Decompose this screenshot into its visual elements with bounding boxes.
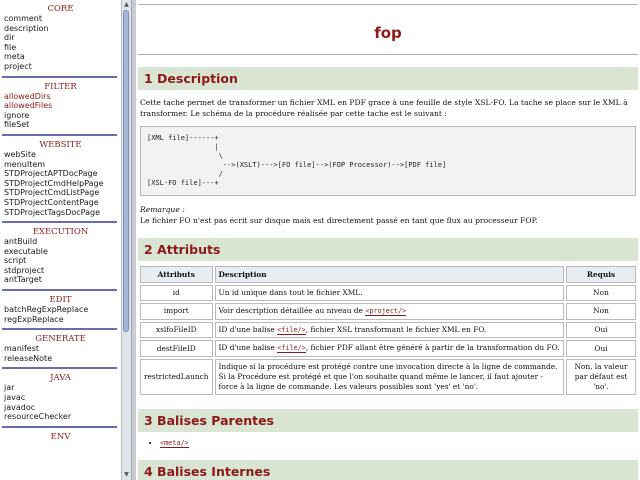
nav-section-separator bbox=[2, 221, 117, 223]
nav-section-separator bbox=[2, 328, 117, 330]
nav-link[interactable]: STDProjectCmdListPage bbox=[4, 188, 100, 198]
description-text: , fichier XSL transformant le fichier XML en FO. bbox=[305, 324, 487, 334]
nav-section-title: JAVA bbox=[50, 373, 71, 384]
nav-link[interactable]: comment bbox=[4, 14, 43, 23]
nav-section-separator bbox=[2, 367, 117, 369]
nav-section-list bbox=[0, 92, 121, 130]
nav-link[interactable]: javac bbox=[4, 393, 26, 403]
nav-link[interactable]: webSite bbox=[4, 149, 36, 159]
table-header-row bbox=[140, 266, 636, 283]
column-header-required: Requis bbox=[566, 266, 636, 283]
nav-link[interactable]: fileSet bbox=[4, 120, 30, 130]
nav-link[interactable]: project bbox=[4, 61, 32, 71]
attribute-name-cell: import bbox=[140, 303, 213, 320]
attribute-name-cell: xslfoFileID bbox=[140, 322, 213, 339]
table-row bbox=[140, 303, 636, 320]
nav-link[interactable]: STDProjectAPTDocPage bbox=[4, 169, 98, 179]
nav-scrollbar-thumb[interactable] bbox=[123, 10, 129, 332]
navigation-frame bbox=[0, 0, 121, 480]
nav-section-title: WEBSITE bbox=[39, 139, 82, 150]
nav-section-list bbox=[0, 237, 121, 285]
nav-section-title: EDIT bbox=[49, 295, 72, 306]
nav-link[interactable]: releaseNote bbox=[4, 353, 53, 363]
nav-section-separator bbox=[2, 134, 117, 136]
nav-link[interactable]: file bbox=[4, 42, 17, 52]
page-title: fop bbox=[374, 24, 402, 42]
attribute-description-cell bbox=[215, 322, 564, 339]
nav-link[interactable]: manifest bbox=[4, 344, 40, 354]
attributes-heading: 2 Attributs bbox=[138, 238, 638, 261]
procedure-diagram: [XML file]------+ | \ -->(XSLT)--->[FO file]-->(FOP Processor)-->[PDF file] / [XSL-FO file]---+ bbox=[140, 126, 636, 196]
nav-section-title: GENERATE bbox=[35, 334, 86, 345]
description-text: ID d'une balise bbox=[218, 324, 278, 334]
nav-scrollbar[interactable] bbox=[121, 0, 131, 480]
table-row bbox=[140, 322, 636, 339]
description-text: Cette tache permet de transformer un fichier XML en PDF grace à une feuille de style XSL-FO. La tache se place sur le XML à transformer. Le schéma de la procédure réalisée par cette tache est le suivant : bbox=[140, 98, 628, 118]
description-text: Un id unique dans tout le fichier XML. bbox=[218, 288, 363, 297]
nav-link[interactable]: stdproject bbox=[4, 265, 45, 275]
nav-link[interactable]: executable bbox=[4, 246, 48, 256]
internal-tags-heading: 4 Balises Internes bbox=[138, 460, 638, 480]
attribute-description-cell bbox=[215, 285, 564, 301]
attribute-description-cell bbox=[215, 303, 564, 320]
attributes-table bbox=[138, 264, 638, 397]
nav-link[interactable]: description bbox=[4, 23, 49, 33]
attribute-required-cell: Oui bbox=[566, 340, 636, 357]
remark-text: Le fichier FO n'est pas écrit sur disque mais est directement passé en tant que flux au processeur FOP. bbox=[140, 215, 538, 225]
nav-link[interactable]: antTarget bbox=[4, 275, 42, 285]
nav-section-separator bbox=[2, 76, 117, 78]
attribute-name-cell: id bbox=[140, 285, 213, 301]
attribute-name-cell: restrictedLaunch bbox=[140, 359, 213, 394]
nav-link[interactable]: resourceChecker bbox=[4, 412, 72, 422]
nav-link[interactable]: menuItem bbox=[4, 159, 46, 169]
attribute-description-cell bbox=[215, 340, 564, 357]
column-header-name: Attributs bbox=[140, 266, 213, 283]
nav-link[interactable]: batchRegExpReplace bbox=[4, 305, 89, 315]
attribute-required-cell: Non, la valeur par défaut est 'no'. bbox=[566, 359, 636, 394]
nav-link[interactable]: allowedDirs bbox=[4, 91, 51, 101]
nav-section-separator bbox=[2, 289, 117, 291]
nav-link[interactable]: STDProjectCmdHelpPage bbox=[4, 178, 104, 188]
nav-section-list bbox=[0, 14, 121, 72]
content-frame bbox=[136, 0, 640, 480]
nav-section-list bbox=[0, 150, 121, 217]
list-item bbox=[160, 438, 640, 448]
nav-link[interactable]: meta bbox=[4, 52, 25, 62]
tag-link[interactable]: <file/> bbox=[277, 344, 306, 353]
nav-link[interactable]: antBuild bbox=[4, 237, 38, 247]
nav-link[interactable]: ignore bbox=[4, 110, 30, 120]
table-row bbox=[140, 285, 636, 301]
attribute-required-cell: Non bbox=[566, 303, 636, 320]
nav-section-title: FILTER bbox=[44, 81, 77, 92]
nav-section-title: CORE bbox=[47, 4, 74, 14]
nav-section-title: EXECUTION bbox=[32, 227, 89, 238]
nav-link[interactable]: dir bbox=[4, 33, 15, 43]
nav-section-list bbox=[0, 344, 121, 363]
table-row bbox=[140, 359, 636, 394]
title-rule bbox=[138, 54, 638, 55]
nav-section-separator bbox=[2, 426, 117, 428]
description-text: Voir description détaillée au niveau de bbox=[218, 305, 366, 315]
nav-link[interactable]: STDProjectTagsDocPage bbox=[4, 207, 101, 217]
parent-tag-link[interactable]: <meta/> bbox=[160, 438, 189, 447]
column-header-description: Description bbox=[215, 266, 564, 283]
nav-section-title: ENV bbox=[50, 431, 71, 442]
scroll-down-arrow-icon[interactable]: ▼ bbox=[124, 471, 129, 478]
nav-link[interactable]: script bbox=[4, 256, 27, 266]
attributes-table-body bbox=[140, 285, 636, 395]
tag-link[interactable]: <file/> bbox=[277, 325, 306, 334]
description-text: , fichier PDF allant être généré à partir de la transformation du FO. bbox=[305, 343, 560, 353]
nav-link[interactable]: allowedFiles bbox=[4, 101, 53, 111]
scroll-up-arrow-icon[interactable]: ▲ bbox=[124, 1, 129, 8]
nav-link[interactable]: regExpReplace bbox=[4, 314, 64, 324]
remark-label: Remarque : bbox=[140, 205, 185, 214]
description-heading: 1 Description bbox=[138, 67, 638, 90]
nav-section-list bbox=[0, 383, 121, 421]
nav-link[interactable]: STDProjectContentPage bbox=[4, 197, 99, 207]
nav-link[interactable]: javadoc bbox=[4, 402, 36, 412]
description-text: ID d'une balise bbox=[218, 343, 278, 353]
nav-link[interactable]: jar bbox=[4, 383, 15, 393]
nav-section-list bbox=[0, 305, 121, 324]
parents-list bbox=[136, 438, 640, 448]
attribute-required-cell: Oui bbox=[566, 322, 636, 339]
tag-link[interactable]: <project/> bbox=[365, 306, 407, 315]
parents-heading: 3 Balises Parentes bbox=[138, 409, 638, 432]
attribute-description-cell bbox=[215, 359, 564, 394]
table-row bbox=[140, 340, 636, 357]
top-rule bbox=[138, 4, 638, 5]
description-text: Indique si la procédure est protégé contre une invocation directe à la ligne de commande. Si la Procédure est protégé et que l'on souhaite quand même le lancer, il faut ajouter -force à la ligne de commande. Les valeurs possibles sont 'yes' et 'no'. bbox=[218, 362, 558, 391]
attribute-name-cell: destFileID bbox=[140, 340, 213, 357]
attribute-required-cell: Non bbox=[566, 285, 636, 301]
